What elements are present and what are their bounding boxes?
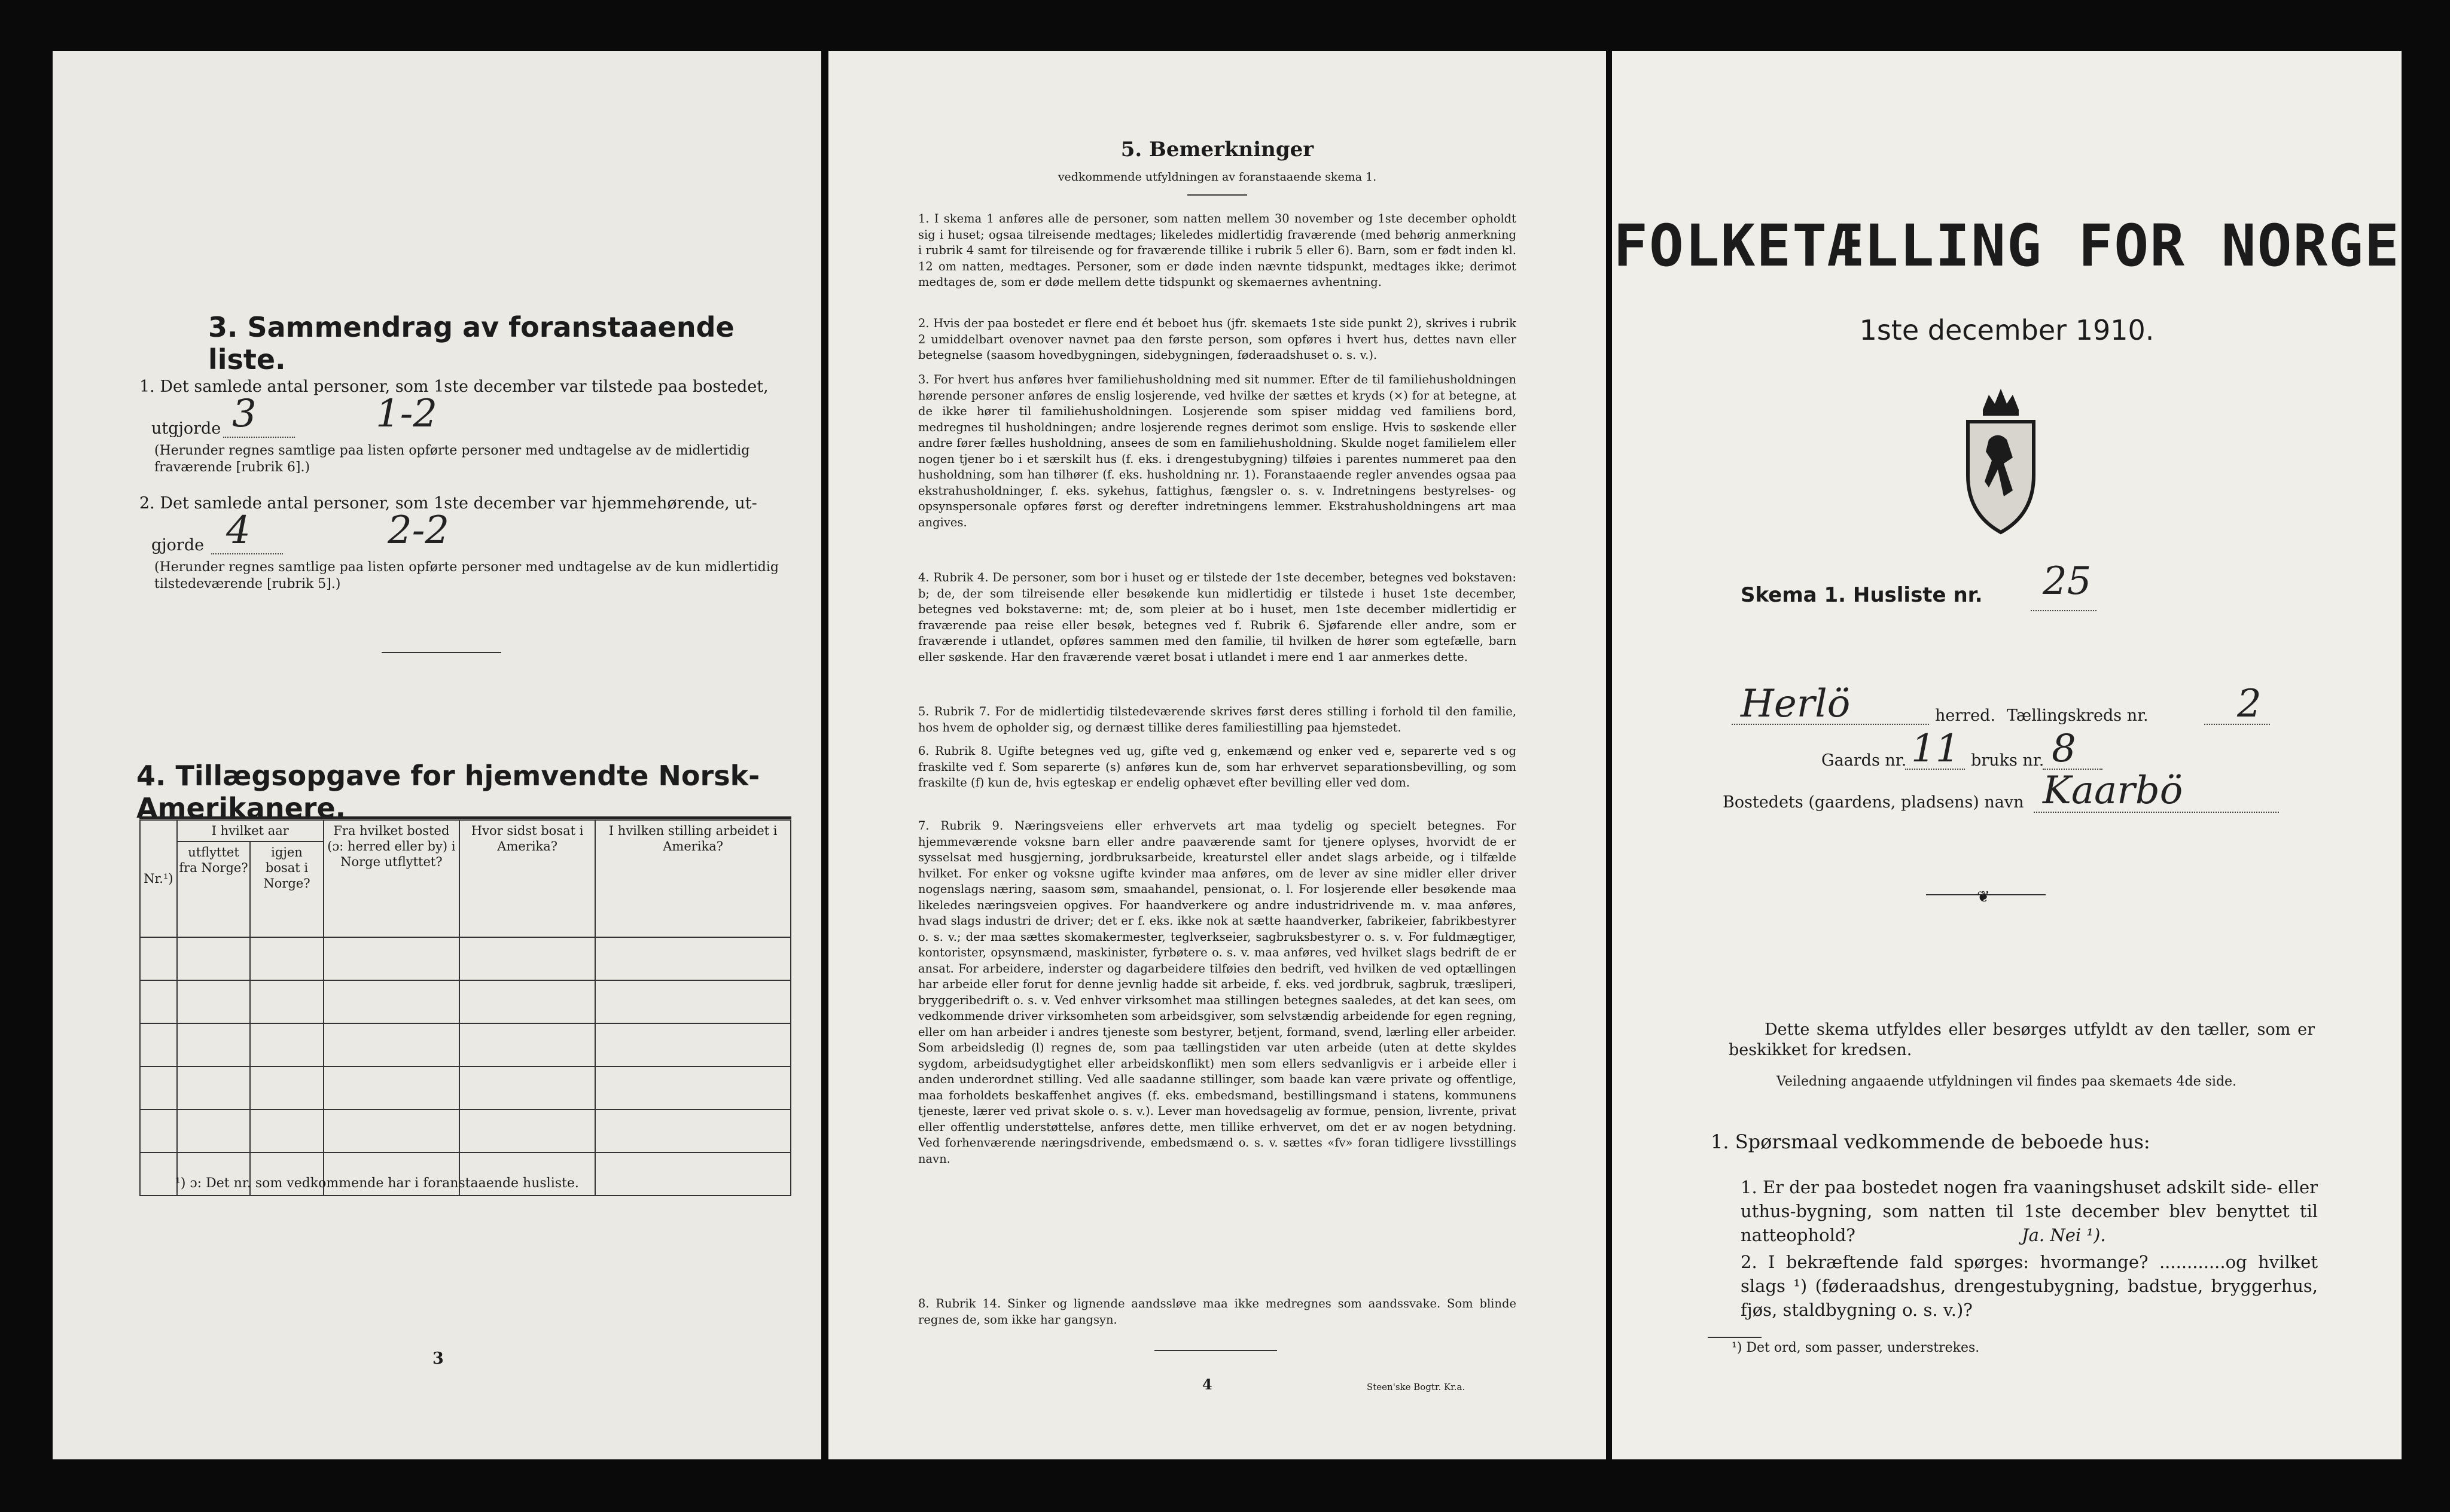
instruction-note: Veiledning angaaende utfyldningen vil findes paa skemaets 4de side. — [1776, 1074, 2237, 1089]
page-left — [53, 51, 821, 1459]
page-number-3: 3 — [432, 1349, 444, 1368]
col-group: I hvilket aar — [177, 820, 324, 842]
page-middle — [828, 51, 1606, 1459]
bruks-label: bruks nr. — [1971, 751, 2044, 770]
section4-footnote: ¹) ɔ: Det nr. som vedkommende har i foranstaaende husliste. — [175, 1176, 579, 1191]
questions-heading: 1. Spørsmaal vedkommende de beboede hus: — [1711, 1130, 2150, 1153]
ornament-icon: ❦ — [1977, 888, 1990, 906]
herred-label: herred. — [1935, 706, 1996, 725]
col-hvor: Hvor sidst bosat i Amerika? — [459, 820, 595, 937]
remark-8: 8. Rubrik 14. Sinker og lignende aandssløve maa ikke medregnes som aandssvake. Som blinde regnes de, som ikke har gangsyn. — [918, 1297, 1516, 1327]
hand-item2-a: 4 — [226, 508, 251, 553]
section3-item2-gjorde: gjorde — [151, 536, 205, 554]
section3-item2: 2. Det samlede antal personer, som 1ste december var hjemmehørende, ut- — [139, 494, 757, 513]
bosted-hand: Kaarbö — [2043, 769, 2183, 813]
page3-footnote: ¹) Det ord, som passer, understrekes. — [1732, 1340, 1980, 1355]
remark-7: 7. Rubrik 9. Næringsveiens eller erhvervets art maa tydelig og specielt betegnes. For hjemmeværende voksne barn eller andre paaværende samt for tjenere oplyses, hvorvidt de er sysselsat med husgjerning, jordbruksarbeide, kreaturstel eller andet slags arbeide, og i tilfælde hvilket. For enker og voksne ugifte kvinder maa anføres, om de lever av sine midler eller driver nogenslags næring, saasom søm, smaahandel, pensionat, o. l. For losjerende eller besøkende maa likeledes næringsveien opgives. For haandverkere og andre industridrivende m. v. maa anføres, hvad slags industri de driver; det er f. eks. ikke nok at sætte haandverker, fabrikeier, fabrikbestyrer o. s. v.; der maa sættes skomakermester, teglverkseier, sagbruksbestyrer o. s. v. For fuldmægtiger, kontorister, opsynsmænd, maskinister, fyrbøtere o. s. v. maa anføres, ved hvilket slags bedrift de er ansat. For arbeidere, inderster og dagarbeidere tilføies den bedrift, ved hvilken de ved optællingen har arbeide eller forut for denne jevnlig hadde sit arbeide, f. eks. ved jordbruk, sagbruk, træsliperi, bryggeribedrift o. s. v. Ved enhver virksomhet maa stillingen betegnes saaledes, at det kan sees, om vedkommende driver virksomheten som arbeidsgiver, som selvstændig arbeidende for egen regning, eller om han arbeider i andres tjeneste som bestyrer, betjent, formand, svend, lærling eller arbeider. Som arbeidsledig (l) regnes de, som paa tællingstiden var uten arbeide (uten at dette skyldes sygdom, arbeidsudygtighet eller arbeidskonflikt) men som ellers sedvanligvis er i arbeide eller i anden underordnet stilling. Ved alle saadanne stillinger, som baade kan være private og offentlige, maa forholdets beskaffenhet angives (f. eks. embedsmand, bestillingsmand i statens, kommunens tjeneste, lærer ved privat skole o. s. v.). Lever man hovedsagelig av formue, pension, livrente, privat eller offentlig understøttelse, anføres dette, men tillike erhvervet, om det er av nogen betydning. Ved forhenværende næringsdrivende, embedsmænd o. s. v. sættes «fv» foran tidligere livsstillings navn. — [918, 819, 1516, 1166]
table-row — [140, 1023, 791, 1066]
norwegian-coat-of-arms-icon — [1956, 386, 2046, 535]
printer-mark: Steen'ske Bogtr. Kr.a. — [1367, 1382, 1465, 1392]
hand-item1-a: 3 — [232, 392, 257, 436]
remark-5: 5. Rubrik 7. For de midlertidig tilstedeværende skrives først deres stilling i forhold til den familie, hos hvem de opholder sig, og dernæst tillike deres familiestilling paa hjemstedet. — [918, 705, 1516, 734]
section3-item2-note: (Herunder regnes samtlige paa listen opførte personer med undtagelse av de kun midlertidig tilstedeværende [rubrik 5].) — [154, 560, 779, 592]
page-right — [1612, 51, 2402, 1459]
section4-title: 4. Tillægsopgave for hjemvendte Norsk-Amerikanere. — [136, 760, 760, 824]
hand-item2-b: 2-2 — [388, 508, 450, 553]
section3-item1: 1. Det samlede antal personer, som 1ste december var tilstede paa bostedet, — [139, 377, 769, 396]
remarks-subtitle: vedkommende utfyldningen av foranstaaende skema 1. — [1058, 170, 1377, 184]
census-title: FOLKETÆLLING FOR NORGE — [1613, 212, 2400, 279]
remark-6: 6. Rubrik 8. Ugifte betegnes ved ug, gifte ved g, enkemænd og enker ved e, separerte ved s og fraskilte ved f. Som separerte (s) anføres kun de, som har erhvervet separationsbevilling, og som fraskilte (f) kun de, hvis egteskap er endelig ophævet efter bevilling eller ved dom. — [918, 744, 1516, 789]
question-1-answer: Ja. Nei ¹). — [2022, 1225, 2106, 1245]
hand-item1-b: 1-2 — [376, 392, 438, 436]
table-row — [140, 1109, 791, 1153]
remark-1: 1. I skema 1 anføres alle de personer, som natten mellem 30 november og 1ste december opholdt sig i huset; ogsaa tilreisende medtages; likeledes midlertidig fraværende (med behørig anmerkning i rubrik 4 samt for tilreisende og for fraværende tillike i rubrik 5 eller 6). Barn, som er født inden kl. 12 om natten, medtages. Personer, som er døde inden nævnte tidspunkt, medtages ikke; derimot medtages de, som er døde mellem dette tidspunkt og skemaernes avhentning. — [918, 212, 1516, 289]
herred-hand: Herlö — [1741, 682, 1851, 726]
table-row — [140, 1066, 791, 1109]
bruks-nr-hand: 8 — [2052, 727, 2076, 771]
remark-2: 2. Hvis der paa bostedet er flere end ét beboet hus (jfr. skemaets 1ste side punkt 2), skrives i rubrik 2 umiddelbart ovenover navnet paa den første person, som opføres i hvert hus, dettes navn eller betegnelse (saasom hovedbygningen, sidebygningen, føderaadshuset o. s. v.). — [918, 316, 1516, 362]
col-igjen: igjen bosat i Norge? — [250, 842, 323, 937]
col-stilling: I hvilken stilling arbeidet i Amerika? — [595, 820, 791, 937]
gaards-nr-hand: 11 — [1911, 727, 1960, 771]
taellingskreds-label: Tællingskreds nr. — [2007, 706, 2149, 725]
taellingskreds-hand: 2 — [2237, 682, 2262, 726]
col-fra: Fra hvilket bosted (ɔ: herred eller by) i Norge utflyttet? — [324, 820, 459, 937]
husliste-nr-hand: 25 — [2043, 559, 2092, 603]
gaards-label: Gaards nr. — [1821, 751, 1907, 770]
remark-4: 4. Rubrik 4. De personer, som bor i huset og er tilstede der 1ste december, betegnes ved bokstaven: b; de, der som tilreisende eller besøkende kun midlertidig er tilstede i huset 1ste december, betegnes ved bokstaverne: mt; de, som pleier at bo i huset, men 1ste december midlertidig er fraværende paa reise eller besøk, betegnes ved f. Rubrik 6. Sjøfarende eller andre, som er fraværende i utlandet, opføres sammen med den familie, til hvilken de hører som egtefælle, barn eller søskende. Har den fraværende været bosat i utlandet i mere end 1 aar anmerkes dette. — [918, 571, 1516, 664]
page-number-4: 4 — [1202, 1376, 1212, 1393]
table-row — [140, 980, 791, 1023]
norsk-amerikanere-table — [139, 819, 791, 1196]
skema-label: Skema 1. Husliste nr. — [1741, 583, 1983, 607]
remarks-title: 5. Bemerkninger — [1120, 138, 1314, 161]
remark-3: 3. For hvert hus anføres hver familiehusholdning med sit nummer. Efter de til familiehusholdningen hørende personer anføres de enslig losjerende, ved hvilke der sættes et kryds (×) for at betegne, at de ikke hører til familiehusholdningen. Losjerende som spiser middag ved familiens bord, medregnes til husholdningen; andre losjerende regnes derimot som enslige. Hvis to søskende eller andre fører fælles husholdning, ansees de som en familiehusholdning. Skulde noget familielem eller nogen tjener bo i et særskilt hus (f. eks. i drengestubygning) tilføies i parentes nummeret paa den husholdning, som han tilhører (f. eks. husholdning nr. 1). Foranstaaende regler anvendes ogsaa paa ekstrahusholdninger, f. eks. sykehus, fattighus, fængsler o. s. v. Indretningens bestyrelses- og opsynspersonale opføres først og derefter indretningens lemmer. Ekstrahusholdningens art maa angives. — [918, 373, 1516, 529]
question-2: 2. I bekræftende fald spørges: hvormange? ............og hvilket slags ¹) (føderaadshus, drengestubygning, badstue, bryggerhus, fjøs, staldbygning o. s. v.)? — [1741, 1252, 2318, 1320]
section3-item1-note: (Herunder regnes samtlige paa listen opførte personer med undtagelse av de midlertidig fraværende [rubrik 6].) — [154, 443, 750, 475]
section3-title: 3. Sammendrag av foranstaaende liste. — [208, 311, 735, 376]
col-utflyttet: utflyttet fra Norge? — [177, 842, 250, 937]
instruction-text: Dette skema utfyldes eller besørges utfyldt av den tæller, som er beskikket for kredsen. — [1729, 1020, 2315, 1059]
question-1: 1. Er der paa bostedet nogen fra vaaningshuset adskilt side- eller uthus-bygning, som natten til 1ste december blev benyttet til natteophold? — [1741, 1177, 2318, 1245]
bosted-label: Bostedets (gaardens, pladsens) navn — [1723, 793, 2024, 812]
section3-item1-utgjorde: utgjorde — [151, 419, 221, 438]
census-date: 1ste december 1910. — [1859, 314, 2155, 346]
table-row — [140, 937, 791, 980]
col-nr: Nr.¹) — [140, 820, 177, 937]
